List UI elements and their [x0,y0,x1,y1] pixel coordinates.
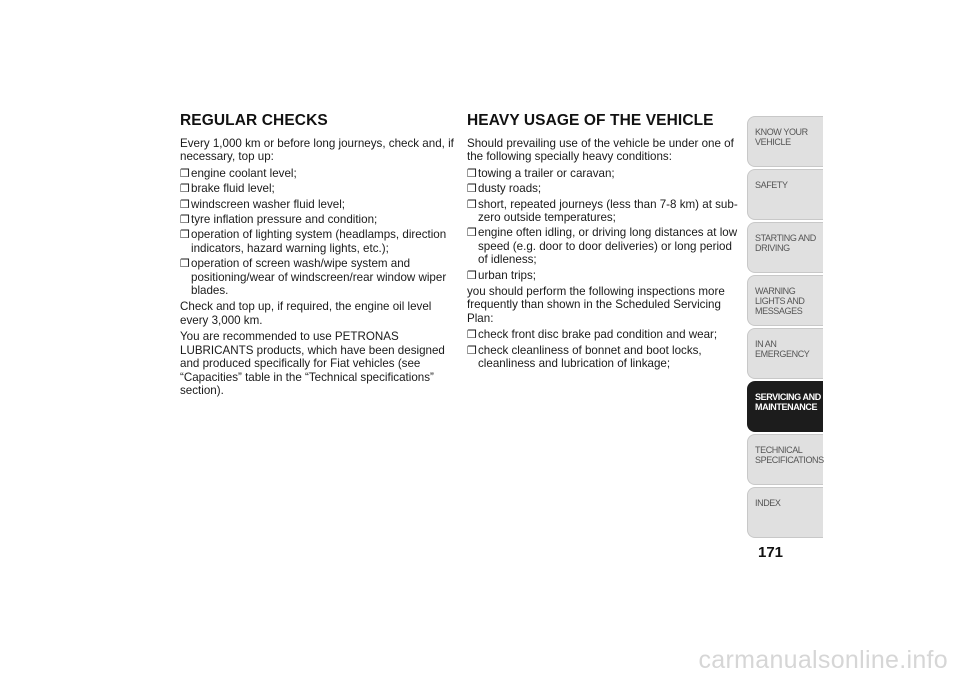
list-item: ❒ engine coolant level; [180,166,297,180]
section-tabs [747,116,823,540]
tab-index[interactable]: INDEX [747,487,823,538]
list-item: ❒ brake fluid level; [180,182,275,196]
checkbox-bullet-icon: ❒ [467,167,477,180]
checkbox-bullet-icon: ❒ [467,198,477,211]
heavy-conditions-list [467,167,742,282]
tab-starting-and-driving[interactable]: STARTING AND DRIVING [747,222,823,273]
list-item: ❒ tyre inflation pressure and condition; [180,213,378,227]
list-item: ❒ urban trips; [467,268,536,282]
lubricants-paragraph: You are recommended to use PETRONAS LUBRICANTS products, which have been designed and produced specifically for Fiat vehicles (see “Capacities” table in the “Technical specifications” section). [180,330,445,397]
checkbox-bullet-icon: ❒ [467,329,477,342]
inspections-intro: you should perform the following inspections more frequently than shown in the Scheduled Servicing Plan: [467,285,725,325]
tab-servicing-and-maintenance[interactable]: SERVICING AND MAINTENANCE [747,381,823,432]
checkbox-bullet-icon: ❒ [180,229,190,242]
tab-warning-lights-and-messages[interactable]: WARNING LIGHTS AND MESSAGES [747,275,823,326]
tab-know-your-vehicle[interactable]: KNOW YOUR VEHICLE [747,116,823,167]
regular-checks-intro: Every 1,000 km or before long journeys, check and, if necessary, top up: [180,137,454,164]
left-column [180,112,458,400]
checkbox-bullet-icon: ❒ [180,214,190,227]
checkbox-bullet-icon: ❒ [180,258,190,271]
list-item: ❒ operation of lighting system (headlamps, direction indicators, hazard warning lights, etc.); [180,228,447,255]
tab-safety[interactable]: SAFETY [747,169,823,220]
heavy-usage-intro: Should prevailing use of the vehicle be under one of the following specially heavy conditions: [467,137,734,164]
inspections-list [467,328,742,370]
checkbox-bullet-icon: ❒ [467,344,477,357]
heavy-usage-heading: HEAVY USAGE OF THE VEHICLE [467,112,714,129]
tab-in-an-emergency[interactable]: IN AN EMERGENCY [747,328,823,379]
list-item: ❒ check cleanliness of bonnet and boot locks, cleanliness and lubrication of linkage; [467,343,702,371]
checkbox-bullet-icon: ❒ [467,227,477,240]
list-item: ❒ check front disc brake pad condition and wear; [467,328,718,342]
list-item: ❒ engine often idling, or driving long distances at low speed (e.g. door to door deliveries) or long period of idleness; [467,226,738,267]
regular-checks-heading: REGULAR CHECKS [180,112,328,129]
oil-check-paragraph: Check and top up, if required, the engine oil level every 3,000 km. [180,300,432,327]
list-item: ❒ dusty roads; [467,182,542,196]
list-item: ❒ towing a trailer or caravan; [467,166,615,180]
checkbox-bullet-icon: ❒ [467,269,477,282]
checkbox-bullet-icon: ❒ [180,167,190,180]
tab-technical-specifications[interactable]: TECHNICAL SPECIFICATIONS [747,434,823,485]
list-item: ❒ windscreen washer fluid level; [180,197,346,211]
regular-checks-list [180,167,458,298]
page-number: 171 [758,544,784,561]
right-column [467,112,742,374]
checkbox-bullet-icon: ❒ [467,183,477,196]
list-item: ❒ short, repeated journeys (less than 7-8 km) at sub-zero outside temperatures; [467,197,738,225]
checkbox-bullet-icon: ❒ [180,183,190,196]
checkbox-bullet-icon: ❒ [180,198,190,211]
watermark: carmanualsonline.info [698,646,948,674]
list-item: ❒ operation of screen wash/wipe system and positioning/wear of windscreen/rear window wiper blades. [180,257,447,298]
